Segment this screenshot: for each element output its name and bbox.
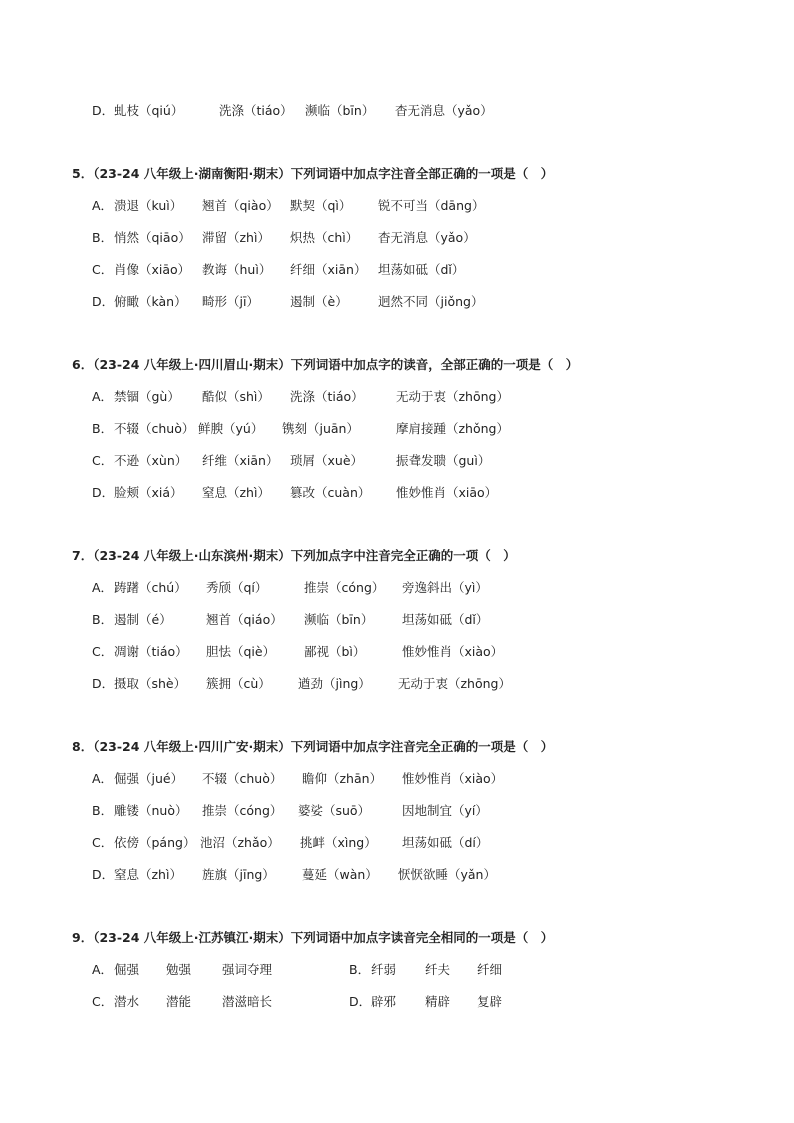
- option-item: 挑衅（xìng）: [300, 835, 377, 850]
- option-item: 池沼（zhǎo）: [200, 835, 280, 850]
- option-item: 迥然不同（jiǒng）: [378, 294, 484, 309]
- option-letter: B．: [92, 803, 114, 818]
- option-item: 默契（qì）: [290, 198, 352, 213]
- option-letter: C．: [92, 262, 114, 277]
- option-row: [92, 867, 496, 883]
- option-row: [92, 294, 483, 310]
- option-item: 摄取（shè）: [114, 676, 187, 691]
- option-item: 瞻仰（zhān）: [302, 771, 383, 786]
- option-letter: D．: [92, 294, 115, 309]
- option-item: 悄然（qiāo）: [114, 230, 191, 245]
- option-letter: B．: [92, 421, 114, 436]
- question-number: 9．: [72, 930, 94, 945]
- option-row: [92, 803, 488, 819]
- option-row: [92, 994, 272, 1010]
- option-item: 纤细（xiān）: [290, 262, 367, 277]
- option-item: 精辟: [425, 994, 451, 1009]
- option-item: 脸颊（xiá）: [114, 485, 183, 500]
- question-stem: [72, 930, 553, 946]
- option-letter: A．: [92, 771, 114, 786]
- option-item: 勉强: [166, 962, 192, 977]
- option-item: 婆娑（suō）: [298, 803, 371, 818]
- option-item: 濒临（bīn）: [305, 103, 375, 118]
- option-row: [92, 644, 503, 660]
- question-number: 8．: [72, 739, 94, 754]
- option-item: 踌躇（chú）: [114, 580, 187, 595]
- option-item: 窒息（zhì）: [202, 485, 270, 500]
- option-item: 杳无消息（yǎo）: [395, 103, 493, 118]
- option-row: [92, 962, 272, 978]
- option-letter: B．: [92, 612, 114, 627]
- option-item: 倔强（jué）: [114, 771, 184, 786]
- option-item: 坦荡如砥（dǐ）: [402, 612, 489, 627]
- option-item: 雕镂（nuò）: [114, 803, 188, 818]
- option-letter: A．: [92, 198, 114, 213]
- option-row: [92, 676, 511, 692]
- option-letter: B．: [92, 230, 114, 245]
- option-item: 依傍（páng）: [114, 835, 196, 850]
- option-item: 纤夫: [425, 962, 451, 977]
- option-item: 不辍（chuò）: [202, 771, 283, 786]
- option-item: 篡改（cuàn）: [290, 485, 371, 500]
- option-item: 濒临（bīn）: [304, 612, 374, 627]
- option-item: 不逊（xùn）: [114, 453, 188, 468]
- option-letter: C．: [92, 453, 114, 468]
- option-letter: D．: [92, 103, 115, 118]
- option-item: 遏制（é）: [114, 612, 172, 627]
- option-row: [92, 771, 503, 787]
- option-item: 恹恹欲睡（yǎn）: [398, 867, 496, 882]
- option-letter: C．: [92, 994, 114, 1009]
- option-item: 纤维（xiān）: [202, 453, 279, 468]
- option-letter: A．: [92, 962, 114, 977]
- option-item: 虬枝（qiú）: [114, 103, 184, 118]
- question-stem: [72, 166, 553, 182]
- option-item: 因地制宜（yí）: [402, 803, 488, 818]
- option-row: [92, 453, 490, 469]
- option-letter: A．: [92, 580, 114, 595]
- option-item: 鲜腴（yú）: [198, 421, 264, 436]
- question-number: 5．: [72, 166, 94, 181]
- option-item: 潜水: [114, 994, 140, 1009]
- question-stem: [72, 548, 516, 564]
- option-letter: D．: [92, 676, 115, 691]
- option-item: 不辍（chuò）: [114, 421, 195, 436]
- option-row: [92, 198, 484, 214]
- option-letter: D．: [349, 994, 372, 1009]
- option-letter: D．: [92, 867, 115, 882]
- option-row: [92, 612, 488, 628]
- option-item: 簇拥（cù）: [206, 676, 271, 691]
- option-item: 洗涤（tiáo）: [219, 103, 293, 118]
- option-item: 秀颀（qí）: [206, 580, 268, 595]
- option-item: 强词夺理: [222, 962, 273, 977]
- option-item: 胆怯（qiè）: [206, 644, 276, 659]
- option-row: [92, 835, 488, 851]
- option-item: 禁锢（gù）: [114, 389, 180, 404]
- option-item: 无动于衷（zhōng）: [398, 676, 511, 691]
- option-item: 复辟: [477, 994, 503, 1009]
- option-item: 锐不可当（dāng）: [378, 198, 485, 213]
- option-item: 坦荡如砥（dí）: [402, 835, 489, 850]
- option-item: 溃退（kuì）: [114, 198, 183, 213]
- question-number: 7．: [72, 548, 94, 563]
- option-item: 无动于衷（zhōng）: [396, 389, 509, 404]
- question-text: （23-24 八年级上·湖南衡阳·期末）下列词语中加点字注音全部正确的一项是（ ）: [93, 166, 554, 181]
- option-item: 旌旗（jīng）: [202, 867, 275, 882]
- option-row: [92, 485, 497, 501]
- option-item: 倔强: [114, 962, 140, 977]
- option-row: [349, 994, 502, 1010]
- option-item: 翘首（qiáo）: [206, 612, 283, 627]
- option-item: 纤弱: [371, 962, 397, 977]
- question-number: 6．: [72, 357, 94, 372]
- option-letter: C．: [92, 644, 114, 659]
- option-row: [92, 103, 493, 119]
- question-text: （23-24 八年级上·四川眉山·期末）下列词语中加点字的读音，全部正确的一项是（ ）: [93, 357, 579, 372]
- option-row: [92, 230, 476, 246]
- option-item: 遒劲（jìng）: [298, 676, 371, 691]
- option-item: 坦荡如砥（dǐ）: [378, 262, 465, 277]
- question-stem: [72, 357, 578, 373]
- option-item: 杳无消息（yǎo）: [378, 230, 476, 245]
- option-item: 教诲（huì）: [202, 262, 272, 277]
- option-item: 酷似（shì）: [202, 389, 270, 404]
- option-item: 畸形（jī）: [202, 294, 259, 309]
- question-text: （23-24 八年级上·江苏镇江·期末）下列词语中加点字读音完全相同的一项是（ ）: [93, 930, 554, 945]
- option-item: 潜滋暗长: [222, 994, 273, 1009]
- option-item: 遏制（è）: [290, 294, 348, 309]
- question-text: （23-24 八年级上·四川广安·期末）下列词语中加点字注音完全正确的一项是（ ）: [93, 739, 554, 754]
- option-item: 洗涤（tiáo）: [290, 389, 364, 404]
- option-item: 纤细: [477, 962, 503, 977]
- option-item: 推崇（cóng）: [304, 580, 385, 595]
- option-row: [92, 262, 464, 278]
- option-item: 推崇（cóng）: [202, 803, 283, 818]
- option-item: 旁逸斜出（yì）: [402, 580, 488, 595]
- option-item: 凋谢（tiáo）: [114, 644, 188, 659]
- option-item: 肖像（xiāo）: [114, 262, 191, 277]
- option-row: [349, 962, 502, 978]
- option-item: 蔓延（wàn）: [302, 867, 378, 882]
- option-item: 俯瞰（kàn）: [114, 294, 187, 309]
- option-letter: C．: [92, 835, 114, 850]
- option-letter: D．: [92, 485, 115, 500]
- question-stem: [72, 739, 553, 755]
- option-row: [92, 421, 509, 437]
- option-item: 惟妙惟肖（xiāo）: [396, 485, 498, 500]
- option-item: 滞留（zhì）: [202, 230, 270, 245]
- option-item: 琐屑（xuè）: [290, 453, 364, 468]
- option-item: 镌刻（juān）: [282, 421, 359, 436]
- option-item: 炽热（chì）: [290, 230, 359, 245]
- option-item: 窒息（zhì）: [114, 867, 182, 882]
- option-item: 惟妙惟肖（xiào）: [402, 644, 504, 659]
- option-item: 惟妙惟肖（xiào）: [402, 771, 504, 786]
- option-letter: A．: [92, 389, 114, 404]
- option-item: 潜能: [166, 994, 192, 1009]
- option-item: 鄙视（bì）: [304, 644, 366, 659]
- option-row: [92, 580, 488, 596]
- option-item: 摩肩接踵（zhǒng）: [396, 421, 509, 436]
- option-item: 振聋发聩（guì）: [396, 453, 491, 468]
- question-text: （23-24 八年级上·山东滨州·期末）下列加点字中注音完全正确的一项（ ）: [93, 548, 516, 563]
- option-letter: B．: [349, 962, 371, 977]
- option-item: 翘首（qiào）: [202, 198, 279, 213]
- option-row: [92, 389, 509, 405]
- option-item: 辟邪: [371, 994, 397, 1009]
